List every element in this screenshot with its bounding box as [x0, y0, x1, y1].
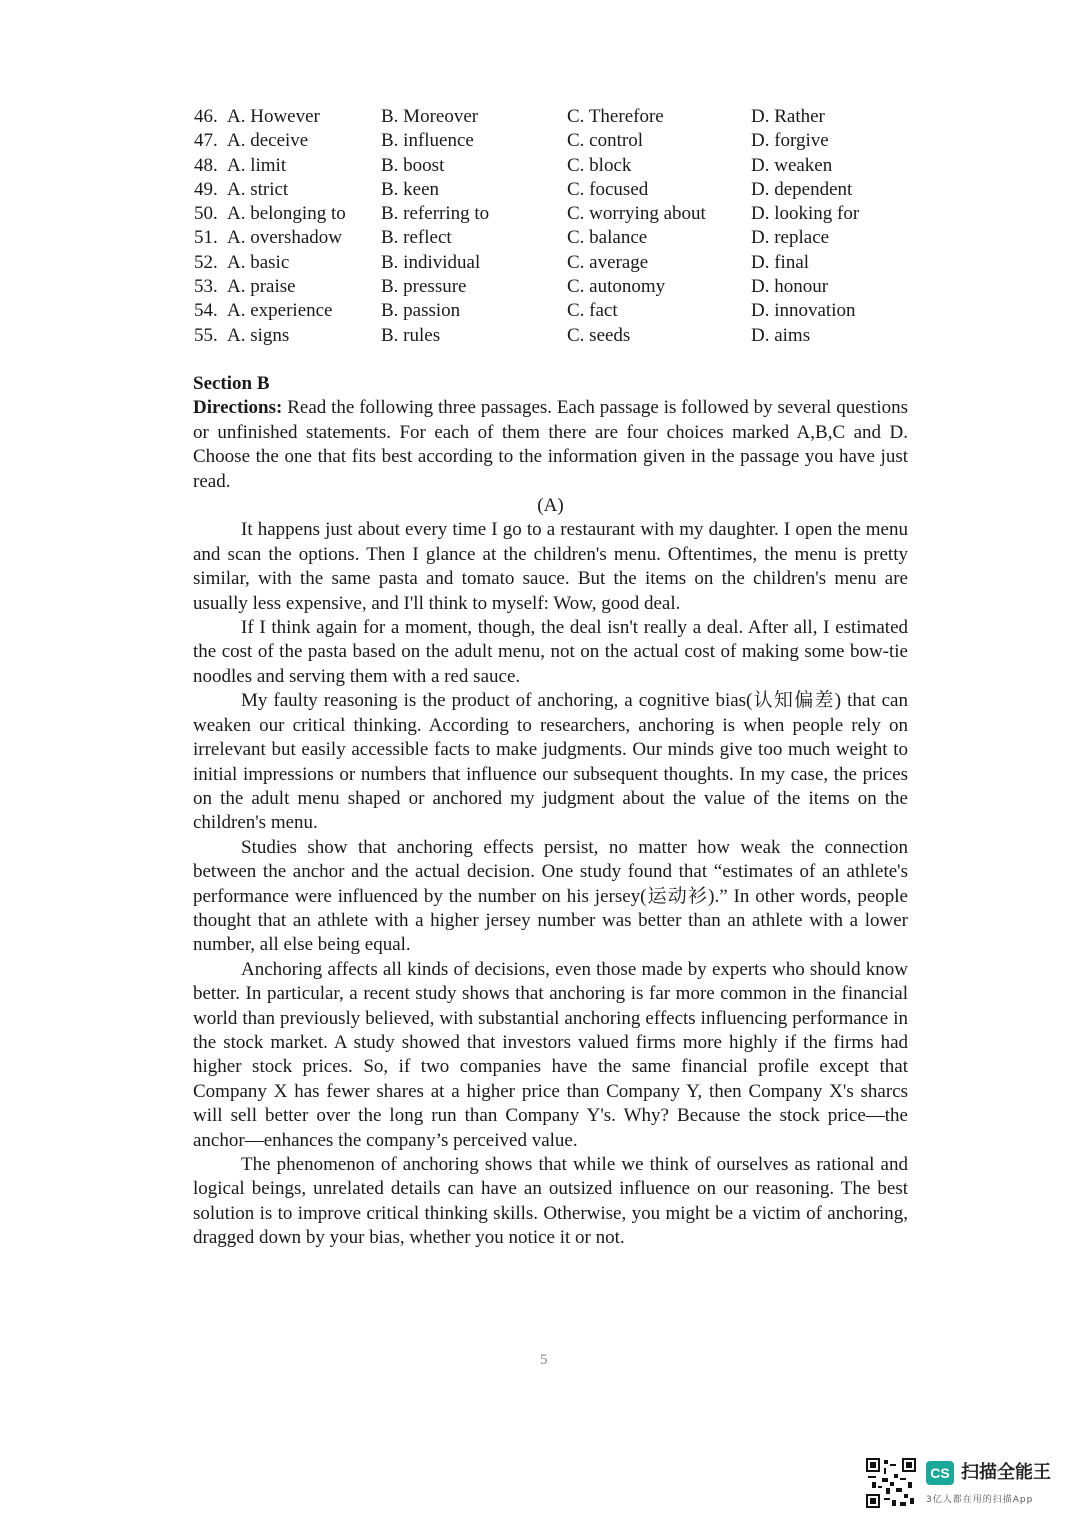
option-d: D. dependent: [751, 178, 853, 200]
page-number: 5: [540, 1352, 548, 1368]
option-d: D. weaken: [751, 154, 833, 176]
passage-paragraph: Studies show that anchoring effects persist, no matter how weak the connection between the anchor and the actual decision. One study found that “estimates of an athlete's performance were influenced by the number on his jersey(运动衫).” In other words, people thought that an athlete with a higher jersey number was better than an athlete with a lower number, all else being equal.: [193, 836, 908, 956]
option-a: A. overshadow: [227, 227, 343, 249]
choice-row: [194, 202, 894, 226]
option-b: B. referring to: [381, 203, 490, 225]
option-d: D. looking for: [751, 203, 860, 225]
option-c: C. average: [567, 251, 649, 273]
option-b: B. keen: [381, 178, 440, 200]
option-b: B. boost: [381, 154, 445, 176]
choice-row: [194, 275, 894, 299]
option-d: D. honour: [751, 276, 829, 298]
passage-paragraph: It happens just about every time I go to a restaurant with my daughter. I open the menu and scan the options. Then I glance at the children's menu. Oftentimes, the menu is pretty similar, with the same pasta and tomato sauce. But the items on the children's menu are usually less expensive, and I'll think to myself: Wow, good deal.: [193, 519, 908, 614]
directions-label: Directions:: [193, 397, 283, 419]
passage-label: (A): [537, 495, 564, 517]
section-b: [193, 372, 908, 1251]
option-a: A. praise: [227, 276, 296, 298]
question-number: 53.: [194, 276, 218, 298]
question-number: 52.: [194, 251, 218, 273]
question-number: 48.: [194, 154, 218, 176]
option-a: A. deceive: [227, 130, 309, 152]
question-number: 47.: [194, 130, 218, 152]
option-c: C. fact: [567, 300, 618, 322]
option-a: A. limit: [227, 154, 287, 176]
option-d: D. replace: [751, 227, 830, 249]
passage-paragraph: My faulty reasoning is the product of anchoring, a cognitive bias(认知偏差) that can weaken our critical thinking. According to researchers, anchoring is when people rely on irrelevant but easily accessible facts to make judgments. Our minds give too much weight to initial impressions or numbers that influence our subsequent thoughts. In my case, the prices on the adult menu shaped or anchored my judgment about the value of the items on the children's menu.: [193, 690, 908, 834]
option-a: A. experience: [227, 300, 333, 322]
option-a: A. belonging to: [227, 203, 346, 225]
option-d: D. aims: [751, 324, 811, 346]
question-number: 46.: [194, 106, 218, 127]
option-c: C. seeds: [567, 324, 631, 346]
option-b: B. reflect: [381, 227, 452, 249]
answer-choices: [194, 105, 894, 348]
choice-row: [194, 251, 894, 275]
question-number: 50.: [194, 203, 218, 225]
option-c: C. worrying about: [567, 203, 706, 225]
question-number: 49.: [194, 178, 218, 200]
choice-row: [194, 299, 894, 323]
passage-paragraph: If I think again for a moment, though, the deal isn't really a deal. After all, I estimated the cost of the pasta based on the adult menu, not on the actual cost of making some bow-tie noodles and serving them with a red sauce.: [193, 617, 908, 687]
option-b: B. rules: [381, 324, 441, 346]
option-c: C. focused: [567, 178, 649, 200]
choice-row: [194, 154, 894, 178]
scanner-app-tagline: 3亿人都在用的扫描App: [926, 1495, 1034, 1505]
question-number: 55.: [194, 324, 218, 346]
option-c: C. block: [567, 154, 632, 176]
choice-row: [194, 226, 894, 250]
directions: [193, 396, 908, 494]
option-a: A. strict: [227, 178, 289, 200]
qr-code-icon: [866, 1458, 916, 1508]
camscanner-logo-icon: CS: [926, 1461, 954, 1485]
option-d: D. forgive: [751, 130, 829, 152]
scanner-app-name: 扫描全能王: [961, 1462, 1051, 1483]
option-b: B. Moreover: [381, 106, 479, 127]
directions-text: Read the following three passages. Each passage is followed by several questions or unfinished statements. For each of them there are four choices marked A,B,C and D. Choose the one that fits best according to the information given in the passage you have just read.: [193, 397, 908, 492]
choice-row: [194, 105, 894, 129]
choice-row: [194, 129, 894, 153]
option-c: C. control: [567, 130, 643, 152]
option-d: D. Rather: [751, 106, 825, 127]
passage-paragraph: Anchoring affects all kinds of decisions, even those made by experts who should know better. In particular, a recent study shows that anchoring is far more common in the financial world than previously believed, with substantial anchoring effects influencing performance in the stock market. A study showed that investors valued firms more highly if the firms had higher stock prices. So, if two companies have the same financial profile except that Company X has fewer shares at a higher price than Company Y, then Company X's sharcs will sell better over the long run than Company Y's. Why? Because the stock price—the anchor—enhances the company’s perceived value.: [193, 958, 908, 1151]
question-number: 54.: [194, 300, 218, 322]
option-c: C. balance: [567, 227, 648, 249]
option-b: B. influence: [381, 130, 474, 152]
choice-row: [194, 324, 894, 348]
option-c: C. autonomy: [567, 276, 666, 298]
section-title: Section B: [193, 373, 270, 394]
option-b: B. individual: [381, 251, 481, 273]
option-d: D. innovation: [751, 300, 856, 322]
passage-paragraph: The phenomenon of anchoring shows that while we think of ourselves as rational and logical beings, unrelated details can have an outsized influence on our reasoning. The best solution is to improve critical thinking skills. Otherwise, you might be a victim of anchoring, dragged down by your bias, whether you notice it or not.: [193, 1154, 908, 1249]
choice-row: [194, 178, 894, 202]
option-c: C. Therefore: [567, 106, 664, 127]
option-d: D. final: [751, 251, 810, 273]
question-number: 51.: [194, 227, 218, 249]
option-b: B. pressure: [381, 276, 467, 298]
option-b: B. passion: [381, 300, 461, 322]
option-a: A. basic: [227, 251, 290, 273]
option-a: A. However: [227, 106, 320, 127]
option-a: A. signs: [227, 324, 290, 346]
